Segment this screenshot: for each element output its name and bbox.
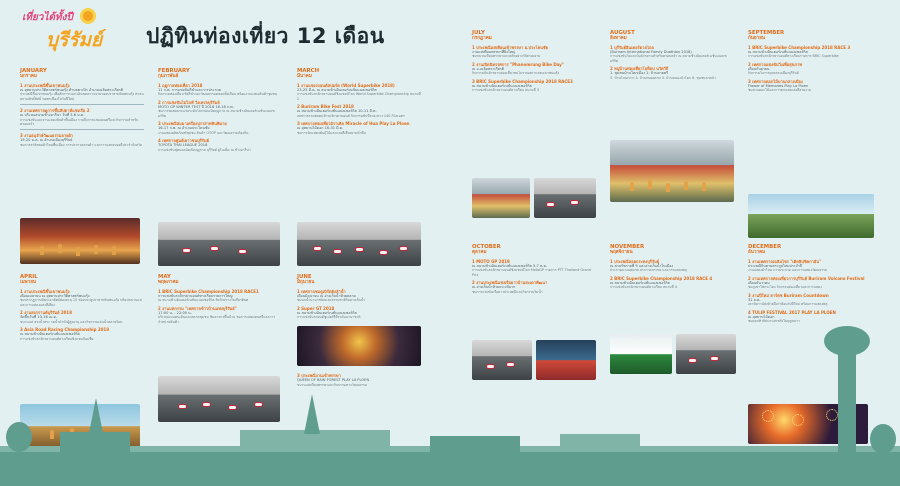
month-name: SEPTEMBER xyxy=(748,30,785,36)
photo-september xyxy=(748,194,874,238)
month-name: MARCH xyxy=(297,68,320,74)
event-desc: เคาท์ดาวน์ส่งท้ายปีเก่าต้อนรับปีใหม่ พร้อมการแสดงพลุ xyxy=(748,302,828,307)
tourism-logo xyxy=(18,8,110,54)
month-name: JUNE xyxy=(297,274,312,280)
month-may xyxy=(158,274,282,324)
event-desc: ขบวนแห่เทียนพรรษาและกิจกรรมทางวัฒนธรรม xyxy=(297,382,367,387)
month-name: FEBRUARY xyxy=(158,68,190,74)
event-title: 2 งานมหกรรม "เทศกาลข้าวบ้านแห่งบุรีรัมย์" xyxy=(158,305,237,311)
month-january xyxy=(20,68,144,147)
event-date: ณ สวนรัชกาลที่ 9 และอ่างเก็บน้ำในเมือง xyxy=(610,263,674,268)
month-name: MAY xyxy=(158,274,171,280)
event-date: ณ สนามช้างอินเตอร์เนชั่นแนลเซอร์กิต xyxy=(297,310,357,315)
event-date: ณ สนามช้างอินเตอร์เนชั่นแนลเซอร์กิต xyxy=(20,332,80,336)
photo-october-2 xyxy=(536,340,596,380)
event-desc: การแข่งขันรถจักรยานยนต์ชิงแชมป์โลก MotoGP รายการ PTT Thailand Grand Prix xyxy=(472,268,591,277)
event-date: ประเพณีกินตามตระกูลไหมประจำปี xyxy=(748,263,803,268)
event-desc: การแข่งขันรถจักรยานยนต์ทางเรียบ สนามที่ 3 xyxy=(472,88,540,93)
event-desc: เทศกาลรวมพลคนรักรถจักรยานยนต์ กิจกรรมขับขี่ระยะทาง 140 กิโลเมตร xyxy=(297,113,405,118)
month-name: JANUARY xyxy=(20,68,47,74)
stadium-silhouette xyxy=(430,436,520,452)
event-title: 2 Buriram Bike Fest 2018 xyxy=(297,104,354,109)
event-title: 2 งานเทศกาลดูการขึ้นสัปดาห์แข่งเรือ 2 xyxy=(20,108,90,113)
spire-icon xyxy=(304,394,320,434)
photo-july-1 xyxy=(472,178,530,218)
event-desc: ชมการสาธิตทอผ้าไหมพื้นเมือง การประกวดลายผ้า และการแสดงของดีประจำจังหวัด xyxy=(20,143,143,147)
month-name-thai: มีนาคม xyxy=(297,74,312,79)
event-date: งานแห่เทียนพรรษาที่ยิ่งใหญ่ xyxy=(472,49,516,54)
month-name: DECEMBER xyxy=(748,244,782,250)
event-date: 19-20 ม.ค. ณ อำเภอเมืองบุรีรัมย์ xyxy=(20,138,73,143)
month-april xyxy=(20,274,144,341)
month-june xyxy=(297,274,423,320)
event-date: 23-25 มี.ค. ณ สนามช้างอินเตอร์เนชั่นแนลเซอร์กิต xyxy=(297,87,377,92)
month-name-thai: มกราคม xyxy=(20,74,37,79)
event-title: 3 ประเพณีงานเข้าพรรษา xyxy=(297,373,341,378)
event-date: 1. ชุมชนบ้านโคกเมือง 2. บ้านสายตรี xyxy=(610,71,669,75)
event-desc: ณ สนามช้างอินเตอร์เนชั่นแนลเซอร์กิต ชิงถ้วยรางวัลเกียรติยศ xyxy=(158,298,249,303)
event-title: 4 TULIP FESTIVAL 2017 PLAY LA PLOEN xyxy=(748,309,836,315)
event-desc: 3. บ้านโนนเขวา 4. บ้านหนองตาด 5. บ้านหนองบัวโคก 6. ชุมชนลาดบัว xyxy=(610,75,716,80)
event-desc: ชมขบวนเทียนพรรษาแกะสลักอย่างวิจิตรงดงาม xyxy=(472,54,541,59)
month-name-thai: กรกฎาคม xyxy=(472,36,492,41)
spire-icon xyxy=(88,398,104,438)
photo-november-1 xyxy=(610,334,672,374)
event-desc: ขบวนแห่ สรงน้ำพระ รดน้ำดำหัวผู้สูงอายุ และกิจกรรมเล่นน้ำคลายร้อน xyxy=(20,319,123,324)
event-desc: การแข่งขันรถจักรยานยนต์ทางเรียบ สนามที่ 4 xyxy=(610,285,678,290)
event-title: 2 Super GT 2018 xyxy=(297,305,335,311)
event-title: 3 งานปีใหม่ ฮาร์ตซ Buriram Countdown xyxy=(748,292,829,298)
photo-june-night xyxy=(297,326,421,366)
month-december xyxy=(748,244,876,324)
tower-top-icon xyxy=(824,326,870,356)
event-date: 11 ก.พ. การแข่งขันกีฬาและการประกวด xyxy=(158,87,222,92)
photo-july-2 xyxy=(534,178,596,218)
event-date: QUEEN OF RAIN FOREST PLAY LA PLOEN xyxy=(297,378,370,382)
event-date: 16-17 ก.พ. ณ อำเภอประโคนชัย xyxy=(158,126,210,130)
event-date: เดือนมิถุนายน ณ อ่างเก็บน้ำห้วยตลาด xyxy=(297,293,356,298)
photo-august xyxy=(610,140,734,202)
logo-name: บุรีรัมย์ xyxy=(46,29,103,51)
tower-silhouette xyxy=(838,340,856,452)
event-title: 1 งานประเพณีขึ้นเขาพนมรุ้ง xyxy=(20,288,70,294)
event-date: 17:00 น. - 22:00 น. xyxy=(158,310,192,315)
event-date: เดือนกันยายน xyxy=(748,66,770,71)
event-title: 2 งานสงกรานต์บุรีรัมย์ 2018 xyxy=(20,310,72,315)
event-title: 1 MOTO GP 2019 xyxy=(472,258,510,264)
event-desc: กิจกรรมวิ่งการกุศลรอบเมืองบุรีรัมย์ xyxy=(748,71,799,76)
event-title: 3 ประเพณีสมมาเครื่องปราสาทหินพิมาย xyxy=(158,121,227,126)
month-name: JULY xyxy=(472,30,485,36)
event-desc: บริเวณถนนคนเดินและตลาดชุมชน ชิมอาหารพื้นบ้าน ชมการแสดงดนตรีและการจำหน่ายสินค้า xyxy=(158,315,276,324)
footer-band xyxy=(0,452,900,486)
event-title: 2 เทศกาลแข่งขันวิ่งเพื่อสุขภาพ xyxy=(748,61,802,67)
event-date: (Buriram International Family Duathlon 2018) xyxy=(610,49,692,54)
event-date: การแข่งขันรถจักรยานยนต์ทางเรียบรายการใหญ่ xyxy=(158,293,233,298)
event-desc: การแข่งขันรถจักรยานยนต์ชิงแชมป์โลก World Superbike Championship สนามที่ 2 xyxy=(297,92,421,101)
event-title: 1 เทศกาลชมดูเบิร์ดดิงลำน้ำ xyxy=(297,288,346,294)
month-name-thai: เมษายน xyxy=(20,280,37,285)
event-title: 1 BRIC Superbike Championship 2018 RACE1 xyxy=(158,288,259,294)
event-date: ณ สนามช้างอินเตอร์เนชั่นแนลเซอร์กิต xyxy=(472,83,532,88)
event-desc: การแข่งขันรถจักรยานยนต์ทางเรียบชิงแชมป์เอเชีย xyxy=(20,336,94,341)
event-date: ณ อ่างเก็บน้ำห้วยจระเข้มาก xyxy=(472,285,516,289)
event-date: 31 ธ.ค. xyxy=(748,297,761,302)
page-title: ปฏิทินท่องเที่ยว 12 เดือน xyxy=(146,24,385,48)
flower-icon xyxy=(80,8,96,24)
event-desc: กิจกรรมปั่นจักรยานท่องเที่ยวชมโบราณสถานรอบเขาพนมรุ้ง xyxy=(472,71,560,76)
event-desc: ชมนกน้ำนานาชนิดและธรรมชาติริมอ่างเก็บน้ำ xyxy=(297,298,366,303)
event-date: เดือนธันวาคม xyxy=(748,280,770,285)
month-name-thai: กันยายน xyxy=(748,36,766,41)
event-title: 1 งานแข่งรถยนต์สปอร์ต (World Superbike 2018) xyxy=(297,82,395,88)
month-september xyxy=(748,30,876,93)
event-desc: งานแสดงผ้าไหม การประกวด และการแสดงวัฒนธรรม xyxy=(748,268,828,273)
event-title: 3 เทศกาลท่องเที่ยวมิราเคิล Miracle of Hua Play La Ploen xyxy=(297,121,410,126)
event-title: 3 เทศกาลดอกไม้บานกลางเมือง xyxy=(748,78,803,84)
event-title: 1 BRIC Superbike Championship 2018 RACE 3 xyxy=(748,44,851,50)
event-title: 2 งานประเพณีแข่งเรือยาวบ้านสะเดาพัฒนา xyxy=(472,280,548,285)
tree-icon xyxy=(870,424,896,454)
event-title: 1 ประเพณีลอยกระทงบุรีรัมย์ xyxy=(610,258,660,264)
photo-february xyxy=(158,222,280,266)
event-desc: การแข่งขันรถจักรยานยนต์ทางเรียบรายการ BRIC Superbike xyxy=(748,54,839,59)
event-desc: ชมการทดสอบรถแข่งระดับโลกก่อนเปิดฤดูกาล ณ สนามช้างอินเตอร์เนชั่นแนลเซอร์กิต xyxy=(158,109,275,118)
building-silhouette xyxy=(560,434,640,448)
event-date: Flower of Memories Play La Ploen xyxy=(748,83,809,88)
month-february xyxy=(158,68,282,152)
month-name-thai: พฤศจิกายน xyxy=(610,250,633,255)
event-title: 3 BRIC Superbike Championship 2018 RACE3 xyxy=(472,78,573,84)
event-date: ณ สนามช้างอินเตอร์เนชั่นแนลเซอร์กิต 5-7 ต.ค. xyxy=(472,263,547,268)
event-title: 2 BRIC Superbike Championship 2018 RACE 4 xyxy=(610,275,713,281)
event-desc: ชมภูเขาไฟกระโดง กิจกรรมท่องเที่ยวและการแสดง xyxy=(748,285,822,290)
event-desc: การแข่งขันและงานแสดงสินค้าพื้นเมือง รวมถึงการแสดงดนตรีและกิจกรรมสำหรับครอบครัว xyxy=(20,117,139,126)
event-desc: การแข่งขันฟุตบอลนัดเปิดฤดูกาล บุรีรัมย์ ยูไนเต็ด ณ ช้างอารีน่า xyxy=(158,147,251,152)
event-date: ณ สนามช้างอินเตอร์เนชั่นแนลเซอร์กิต xyxy=(748,49,808,54)
event-date: ณ สนามช้างอินเตอร์เนชั่นแนลเซอร์กิต xyxy=(610,280,670,285)
event-title: 1 งานเทศกาลเฉลิมไชร "เติดฮิปชิคกาอัน" xyxy=(748,258,822,264)
event-title: 4 เทศกาลศูนย์เยาวชนบุรีรัมย์ xyxy=(158,138,209,143)
event-title: 2 งานเปิดนิทรรศการ "Phanomrung Bike Day" xyxy=(472,61,564,67)
event-desc: การแข่งขันรถยนต์ซูเปอร์จีทีระดับนานาชาติ xyxy=(297,315,361,320)
event-date: ณ อุทยานไม้ดอก 16-31 มี.ค. xyxy=(297,126,344,130)
event-title: 2 การแข่งขันไม่ไลฟ์ วิ่งเทรลบุรีรัมย์ xyxy=(158,99,220,105)
month-name: OCTOBER xyxy=(472,244,501,250)
event-date: จัดขึ้นวันที่ 13-16 เม.ย. xyxy=(20,315,57,319)
event-desc: ชมดอกทิวลิปบานสะพรั่งในฤดูหนาว xyxy=(748,319,800,324)
event-date: MOTO GP WINTER TEST ปี 2018 16-18 ก.พ. xyxy=(158,104,234,109)
event-title: 2 งานเทศกาลท่องเที่ยวการบุรีรัมย์ Buriram Volcano Festival xyxy=(748,275,865,281)
photo-may xyxy=(158,376,280,422)
event-title: 3 Asia Road Racing Championship 2018 xyxy=(20,327,109,332)
month-name-thai: ธันวาคม xyxy=(748,250,766,255)
event-date: ณ อ.เฉลิมพระเกียรติ xyxy=(472,66,505,71)
month-july xyxy=(472,30,596,93)
photo-march xyxy=(297,222,421,266)
month-june-extra xyxy=(297,370,423,387)
event-date: ณ อุทยานประวัติศาสตร์พนมรุ้ง ตำบลตาเป๊ก อำเภอเฉลิมพระเกียรติ xyxy=(20,87,124,92)
event-date: ณ บริเวณสนามช้างอารีน่า วันที่ 5-6 ม.ค. xyxy=(20,113,85,117)
month-name-thai: ตุลาคม xyxy=(472,250,487,255)
month-march xyxy=(297,68,423,135)
event-desc: ชมปรากฏการณ์พระอาทิตย์ส่องทะลุ 15 ช่องประตูปราสาทหินพนมรุ้ง พร้อมขบวนแห่และการแสดงแสงสีเสียง xyxy=(20,298,142,307)
event-desc: ชมสวนดอกไม้และการตกแต่งแสงสีสวยงาม xyxy=(748,88,811,93)
month-name: NOVEMBER xyxy=(610,244,645,250)
month-name: AUGUST xyxy=(610,30,635,36)
event-desc: งานแสดงผลิตภัณฑ์ชุมชน สินค้า OTOP และวัฒนธรรมท้องถิ่น xyxy=(158,130,249,135)
event-date: เดือนเมษายน ณ อุทยานประวัติศาสตร์พนมรุ้ง xyxy=(20,293,90,298)
event-date: ณ อุทยานไม้ดอก xyxy=(748,314,775,319)
event-title: 2 หมู่บ้านท่องเที่ยวโอท็อป นวัตวิถี xyxy=(610,66,669,71)
event-title: 1 ประเพณีแห่เทียนเข้าพรรษา อ.ประโคนชัย xyxy=(472,44,548,50)
month-name-thai: พฤษภาคม xyxy=(158,280,179,285)
month-august xyxy=(610,30,734,80)
month-name: APRIL xyxy=(20,274,38,280)
event-desc: กิจกรรมท่องเที่ยวเชิงกีฬาและวัฒนธรรมตลอดทั้งเดือน พร้อมงานแสดงสินค้าชุมชน xyxy=(158,92,278,97)
event-desc: การแข่งขันวิ่งและปั่นจักรยานสำหรับครอบครัว ณ สนามช้างอินเตอร์เนชั่นแนลเซอร์กิต xyxy=(610,54,727,63)
event-desc: ชมการแข่งขันเรือยาวประเพณีและกิจกรรมริมน้ำ xyxy=(472,289,543,294)
photo-january xyxy=(20,218,140,264)
event-title: 1 บุรีรัมย์อินเตอร์ดวลไถล xyxy=(610,44,654,50)
month-name-thai: มิถุนายน xyxy=(297,280,315,285)
event-desc: ชมการจัดแสดงพันธุ์ไม้และแสงสีเสียงยามค่ำคืน xyxy=(297,130,366,135)
event-title: 1 ฤดูกาลท่องเที่ยว 2018 xyxy=(158,82,203,88)
event-date: TOYOTA THAI LEAGUE 2018 xyxy=(158,143,208,147)
month-name-thai: กุมภาพันธ์ xyxy=(158,74,179,79)
month-october xyxy=(472,244,596,294)
photo-october-1 xyxy=(472,340,532,380)
event-title: 1 งานประเพณีขึ้นเขาพนมรุ้ง xyxy=(20,82,70,88)
event-desc: ประเพณีขึ้นเขาพนมรุ้ง เพื่อสักการะและเดินชมความงามของปราสาทหินพนมรุ้ง ศาสนสถานศักดิ์สิทธิ์ ขอพรเนื่องในวันปีใหม่ xyxy=(20,92,144,101)
tree-icon xyxy=(6,422,32,452)
event-desc: ประกวดนางนพมาศ ประกวดกระทง และการแสดงพลุ xyxy=(610,268,687,273)
photo-november-2 xyxy=(676,334,736,374)
month-november xyxy=(610,244,734,290)
event-date: ณ สนามช้างอินเตอร์เนชั่นแนลเซอร์กิต 10-11 มี.ค. xyxy=(297,109,377,113)
logo-tagline: เที่ยวได้ทั้งปี xyxy=(22,12,73,23)
month-name-thai: สิงหาคม xyxy=(610,36,627,41)
event-title: 3 งานอนุรักษ์วัฒนธรรมลายผ้า xyxy=(20,133,74,139)
